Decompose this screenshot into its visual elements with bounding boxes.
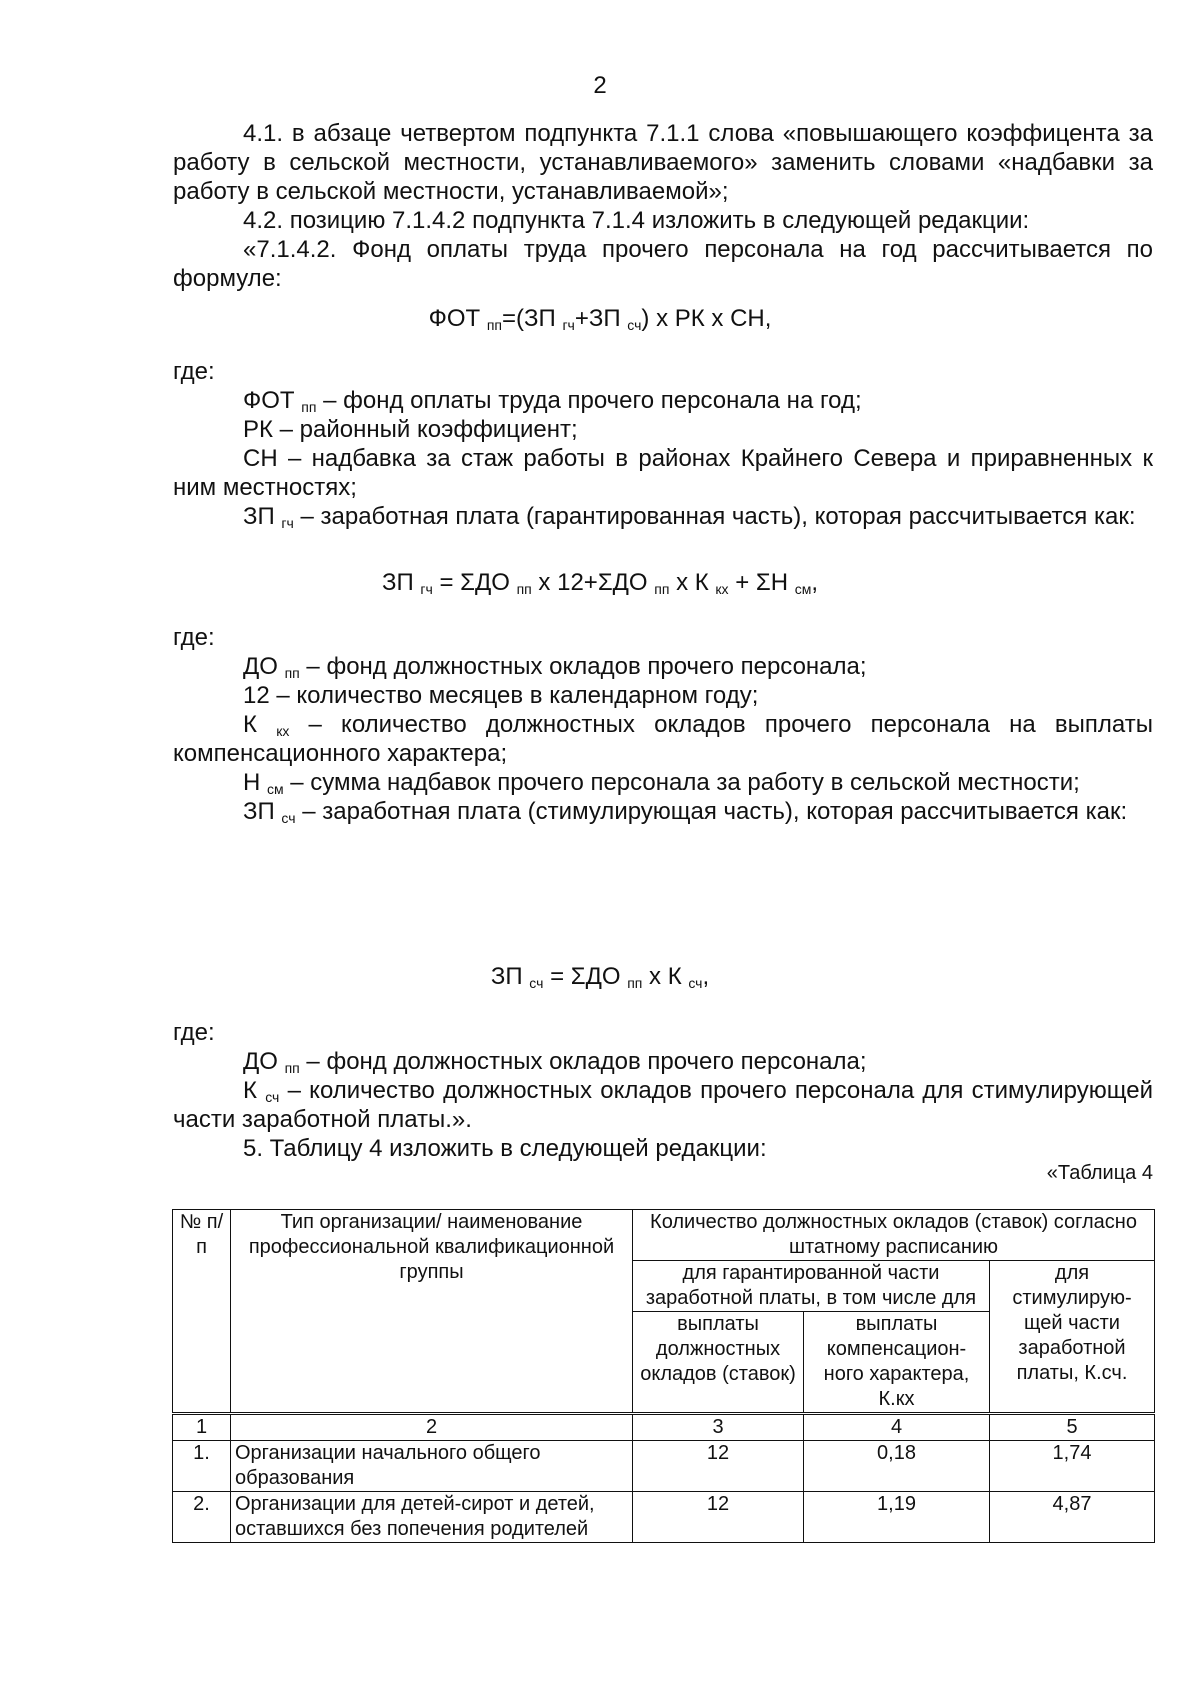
term-definition: – заработная плата (стимулирующая часть), которая рассчитывается как:	[295, 798, 1128, 825]
term: ДО	[243, 653, 285, 680]
definition-zp-sch	[173, 797, 1153, 826]
definition-do-pp	[173, 652, 1153, 681]
row-org-name: Организации для детей-сирот и детей, оставшихся без попечения родителей	[231, 1492, 633, 1543]
formula-part: =(ЗП	[502, 305, 563, 332]
header-guaranteed: для гарантированной части заработной платы, в том числе для	[633, 1261, 990, 1312]
row-num: 2.	[173, 1492, 231, 1543]
formula-fot	[0, 305, 1200, 333]
term: ФОТ	[243, 387, 302, 414]
term-definition: – фонд должностных окладов прочего персонала;	[299, 1048, 867, 1075]
term-sub: пп	[284, 1060, 300, 1076]
where-label: где:	[173, 1019, 215, 1046]
definition-zp-gch	[173, 502, 1153, 531]
formula-sub: пп	[654, 581, 670, 597]
header-salaries: выплаты должностных окладов (ставок)	[633, 1312, 804, 1414]
paragraph-4-2: 4.2. позицию 7.1.4.2 подпункта 7.1.4 изложить в следующей редакции:	[243, 207, 1030, 234]
formula-sub: сч	[688, 975, 703, 991]
definition-n-sm	[173, 768, 1153, 797]
formula-part: х 12+ΣДО	[531, 569, 655, 596]
paragraph-4-1: 4.1. в абзаце четвертом подпункта 7.1.1 слова «повышающего коэффицента за работу в сельской местности, устанавливаемого» заменить словами «надбавки за работу в сельской местности, устанавливаемой»;	[173, 120, 1153, 205]
amendment-block-1	[173, 119, 1153, 293]
definitions-block-1	[173, 357, 1153, 531]
row-num: 1.	[173, 1441, 231, 1492]
formula-zp-gch	[0, 569, 1200, 597]
term-sub: сч	[265, 1089, 280, 1105]
definition-k-kh	[173, 710, 1153, 768]
column-number: 4	[804, 1414, 990, 1441]
formula-sub: гч	[420, 581, 433, 597]
term-sub: кх	[276, 723, 290, 739]
formula-part: = ΣДО	[543, 963, 628, 990]
term: К	[243, 1077, 266, 1104]
row-salaries: 12	[633, 1441, 804, 1492]
formula-sub: пп	[627, 975, 643, 991]
paragraph-5: 5. Таблицу 4 изложить в следующей редакции:	[243, 1135, 767, 1162]
formula-sub: сч	[529, 975, 544, 991]
formula-part: + ΣН	[728, 569, 795, 596]
formula-zp-sch	[0, 963, 1200, 991]
term: К	[243, 711, 277, 738]
definitions-block-3	[173, 1018, 1153, 1163]
formula-part: х К	[669, 569, 716, 596]
definition-sn: СН – надбавка за стаж работы в районах Крайнего Севера и приравненных к ним местностях;	[173, 445, 1153, 501]
where-label: где:	[173, 358, 215, 385]
formula-sub: кх	[715, 581, 729, 597]
table-row	[173, 1492, 1155, 1543]
column-number: 5	[990, 1414, 1155, 1441]
definition-rk: РК – районный коэффициент;	[243, 416, 578, 443]
term-definition: – фонд должностных окладов прочего персонала;	[299, 653, 867, 680]
formula-sub: пп	[516, 581, 532, 597]
term: ДО	[243, 1048, 285, 1075]
definitions-block-2	[173, 623, 1153, 826]
header-stimulating: для стимулирую-щей части заработной платы, К.сч.	[990, 1261, 1155, 1414]
paragraph-7-1-4-2: «7.1.4.2. Фонд оплаты труда прочего персонала на год рассчитывается по формуле:	[173, 236, 1153, 292]
formula-part: ) х РК х СН,	[641, 305, 772, 332]
header-salary-count: Количество должностных окладов (ставок) согласно штатному расписанию	[633, 1210, 1155, 1261]
header-num: № п/п	[173, 1210, 231, 1414]
definition-fot	[173, 386, 1153, 415]
row-salaries: 12	[633, 1492, 804, 1543]
row-stimulating: 1,74	[990, 1441, 1155, 1492]
formula-part: ЗП	[490, 963, 530, 990]
formula-part: ФОТ	[428, 305, 487, 332]
formula-sub: гч	[562, 317, 575, 333]
formula-part: ,	[811, 569, 819, 596]
term-definition: – заработная плата (гарантированная часть), которая рассчитывается как:	[293, 503, 1136, 530]
term-sub: см	[267, 781, 284, 797]
column-number-row	[173, 1414, 1155, 1441]
term-sub: пп	[284, 665, 300, 681]
term-definition: – количество должностных окладов прочего персонала на выплаты компенсационного характера;	[173, 711, 1153, 767]
formula-part: +ЗП	[574, 305, 628, 332]
definition-do-pp	[173, 1047, 1153, 1076]
term: Н	[243, 769, 267, 796]
column-number: 2	[231, 1414, 633, 1441]
term: ЗП	[243, 503, 282, 530]
row-compensation: 0,18	[804, 1441, 990, 1492]
formula-part: х К	[642, 963, 689, 990]
formula-sub: сч	[627, 317, 642, 333]
header-compensation: выплаты компенсацион-ного характера, К.кх	[804, 1312, 990, 1414]
term-definition: – фонд оплаты труда прочего персонала на год;	[316, 387, 862, 414]
term-sub: сч	[281, 810, 296, 826]
formula-sub: см	[794, 581, 812, 597]
term-definition: – количество должностных окладов прочего персонала для стимулирующей части заработной платы.».	[173, 1077, 1153, 1133]
term-sub: гч	[281, 515, 294, 531]
column-number: 1	[173, 1414, 231, 1441]
row-compensation: 1,19	[804, 1492, 990, 1543]
table-header-row	[173, 1210, 1155, 1261]
where-label: где:	[173, 624, 215, 651]
term-sub: пп	[301, 399, 317, 415]
salary-coefficients-table	[172, 1209, 1155, 1543]
row-stimulating: 4,87	[990, 1492, 1155, 1543]
formula-sub: пп	[486, 317, 503, 333]
formula-part: ,	[702, 963, 710, 990]
term-definition: – сумма надбавок прочего персонала за работу в сельской местности;	[283, 769, 1080, 796]
row-org-name: Организации начального общего образования	[231, 1441, 633, 1492]
definition-k-sch	[173, 1076, 1153, 1134]
formula-part: = ΣДО	[432, 569, 517, 596]
term: ЗП	[243, 798, 282, 825]
definition-12: 12 – количество месяцев в календарном году;	[243, 682, 759, 709]
table-row	[173, 1441, 1155, 1492]
table-caption: «Таблица 4	[1046, 1162, 1153, 1184]
formula-part: ЗП	[381, 569, 421, 596]
column-number: 3	[633, 1414, 804, 1441]
page-number: 2	[593, 72, 607, 99]
header-org-type: Тип организации/ наименование профессиональной квалификационной группы	[231, 1210, 633, 1414]
